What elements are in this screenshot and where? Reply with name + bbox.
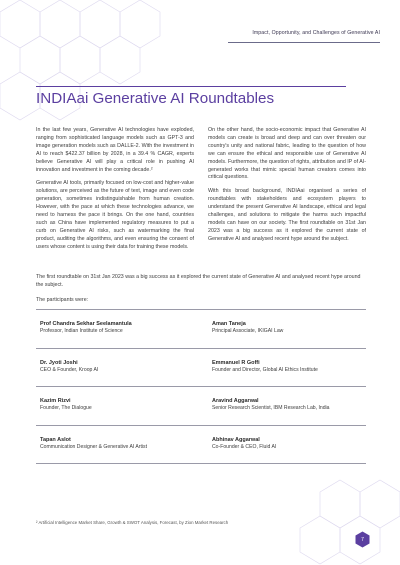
participant-role: Founder and Director, Global AI Ethics Institute [212, 366, 318, 373]
participants-label: The participants were: [36, 297, 89, 303]
participants-row [36, 309, 366, 348]
participant-role: Co-Founder & CEO, Fluid AI [212, 443, 277, 450]
participant-name: Emmanuel R Goffi [212, 359, 260, 366]
participant-role: Professor, Indian Institute of Science [40, 328, 123, 334]
participant-entry [208, 310, 366, 348]
participant-name: Tapan Aslot [40, 436, 71, 443]
participant-entry [36, 349, 194, 387]
running-header: Impact, Opportunity, and Challenges of Generative AI [252, 30, 380, 36]
intro-paragraph: The first roundtable on 31st Jan 2023 was a big success as it explored the current state of Generative AI and analysed recent hype around the subject. [36, 274, 361, 288]
page-number: 7 [361, 537, 364, 543]
title-rule [36, 86, 346, 87]
participant-entry [208, 349, 366, 387]
participant-name: Abhinav Aggarwal [212, 436, 260, 443]
participant-name: Aman Taneja [212, 321, 246, 327]
participant-name: Aravind Aggarwal [212, 398, 259, 404]
participant-role: Founder, The Dialogue [40, 405, 92, 411]
footnote: ² Artificial Intelligence Market Share, Growth & SWOT Analysis, Forecast, by Zion Market Research [36, 520, 229, 525]
participants-table [36, 309, 366, 464]
paragraph: Generative AI tools, primarily focused on low-cost and higher-value solutions, are perceived as the future of text, image and even code generation, sometimes indistinguishable from human creation. However, with the pace at which these technologies advance, we need to harness the pace it brings. On the one hand, countries such as China have implemented regulatory measures to put a curb on Generative AI risks, such as watermarking the final product, auditing the algorithms, and even ensuring the consent of users whose content is using their data for training these models. [36, 180, 194, 250]
participant-role: CEO & Founder, Kroop AI [40, 366, 99, 373]
participant-role: Senior Research Scientist, IBM Research Lab, India [212, 405, 330, 411]
participant-entry [36, 387, 194, 425]
paragraph: With this broad background, INDIAai organised a series of roundtables with stakeholders and ecosystem players to understand the present Generative AI landscape, ethical and legal challenges, and solutions to mitigate the harms such impactful models can have on our society. The first roundtable on 31st Jan 2023 was a big success as it explored the current state of Generative AI and analysed recent hype around the subject. [208, 188, 366, 242]
participant-entry [208, 426, 366, 464]
participant-name: Dr. Jyoti Joshi [40, 359, 78, 366]
right-column [208, 127, 366, 258]
body-columns [36, 127, 366, 258]
participant-entry [208, 387, 366, 425]
participant-entry [36, 310, 194, 348]
participant-role: Communication Designer & Generative AI Artist [40, 443, 148, 450]
participants-row [36, 348, 366, 387]
participant-name: Prof Chandra Sekhar Seelamantula [40, 321, 132, 327]
left-column [36, 127, 194, 258]
participants-row [36, 425, 366, 465]
paragraph: In the last few years, Generative AI technologies have exploded, ranging from sophisticated language models such as GPT-3 and image generation models such as DALLE-2. With the investment in AI to reach $422.37 billion by 2028, in a 39.4 % CAGR, experts believe Generative AI will play a critical role in pushing AI innovation and investment in the coming decade.² [36, 127, 194, 173]
participants-row [36, 386, 366, 425]
paragraph: On the other hand, the socio-economic impact that Generative AI models can create is broad and deep and can over threaten our country's unity and national fabric, leading to the question of how we can ensure the ethical and responsible use of Generative AI models. Furthermore, the question of rights, attribution and IP of AI-generated works that mimic special human creators comes into critical questions. [208, 127, 367, 181]
participant-role: Principal Associate, IKIGAI Law [212, 328, 284, 334]
participant-name: Kazim Rizvi [40, 398, 71, 404]
page-title: INDIAai Generative AI Roundtables [36, 90, 275, 107]
header-rule [228, 42, 380, 43]
participant-entry [36, 426, 194, 464]
